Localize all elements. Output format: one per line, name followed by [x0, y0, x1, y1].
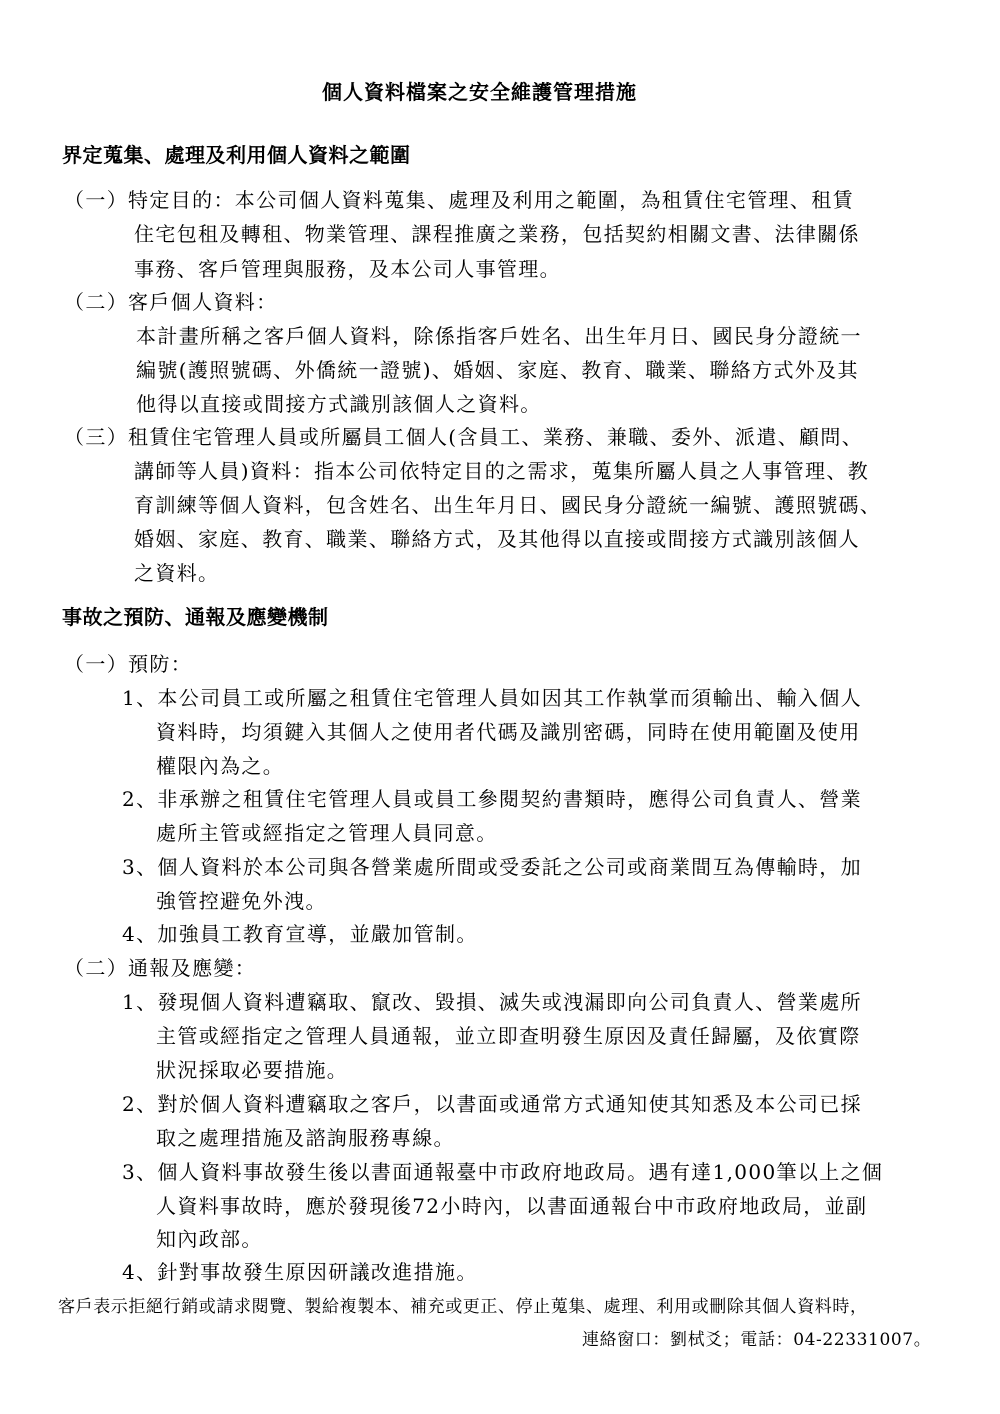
paragraph-line: 本計畫所稱之客戶個人資料，除係指客戶姓名、出生年月日、國民身分證統一 — [136, 324, 862, 348]
section-heading-incident: 事故之預防、通報及應變機制 — [62, 605, 329, 629]
footer-contact: 連絡窗口：劉栻爻；電話：04-22331007。 — [582, 1330, 932, 1350]
paragraph-line: （一）特定目的：本公司個人資料蒐集、處理及利用之範圍，為租賃住宅管理、租賃 — [64, 188, 854, 212]
paragraph-line: （三）租賃住宅管理人員或所屬員工個人(含員工、業務、兼職、委外、派遣、顧問、 — [64, 425, 864, 449]
list-item-line: 權限內為之。 — [156, 754, 285, 778]
list-item-line: 3、個人資料於本公司與各營業處所間或受委託之公司或商業間互為傳輸時，加 — [122, 855, 862, 879]
paragraph-line: 住宅包租及轉租、物業管理、課程推廣之業務，包括契約相關文書、法律關係 — [134, 222, 860, 246]
subsection-label-prevention: （一）預防： — [64, 652, 193, 676]
paragraph-line: 講師等人員)資料：指本公司依特定目的之需求，蒐集所屬人員之人事管理、教 — [134, 459, 870, 483]
paragraph-line: 編號(護照號碼、外僑統一證號)、婚姻、家庭、教育、職業、聯絡方式外及其 — [136, 358, 859, 382]
paragraph-line: 他得以直接或間接方式識別該個人之資料。 — [136, 392, 542, 416]
list-item-line: 4、針對事故發生原因研議改進措施。 — [122, 1260, 478, 1284]
list-item-line: 人資料事故時，應於發現後72小時內，以書面通報台中市政府地政局，並副 — [156, 1194, 868, 1218]
list-item-line: 強管控避免外洩。 — [156, 889, 327, 913]
paragraph-line: 之資料。 — [134, 561, 220, 585]
list-item-line: 資料時，均須鍵入其個人之使用者代碼及識別密碼，同時在使用範圍及使用 — [156, 720, 861, 744]
list-item-line: 2、對於個人資料遭竊取之客戶，以書面或通常方式通知使其知悉及本公司已採 — [122, 1092, 862, 1116]
paragraph-line: （二）客戶個人資料： — [64, 290, 278, 314]
paragraph-line: 婚姻、家庭、教育、職業、聯絡方式，及其他得以直接或間接方式識別該個人 — [134, 527, 860, 551]
list-item-line: 主管或經指定之管理人員通報，並立即查明發生原因及責任歸屬，及依實際 — [156, 1024, 861, 1048]
list-item-line: 狀況採取必要措施。 — [156, 1058, 349, 1082]
list-item-line: 1、發現個人資料遭竊取、竄改、毀損、滅失或洩漏即向公司負責人、營業處所 — [122, 990, 862, 1014]
list-item-line: 4、加強員工教育宣導，並嚴加管制。 — [122, 922, 478, 946]
list-item-line: 知內政部。 — [156, 1227, 263, 1251]
list-item-line: 處所主管或經指定之管理人員同意。 — [156, 821, 498, 845]
footer-notice: 客戶表示拒絕行銷或請求閱覽、製給複製本、補充或更正、停止蒐集、處理、利用或刪除其個人資料時， — [58, 1297, 868, 1317]
paragraph-line: 事務、客戶管理與服務，及本公司人事管理。 — [134, 257, 561, 281]
subsection-label-response: （二）通報及應變： — [64, 956, 257, 980]
document-title: 個人資料檔案之安全維護管理措施 — [322, 80, 637, 104]
list-item-line: 1、本公司員工或所屬之租賃住宅管理人員如因其工作執掌而須輸出、輸入個人 — [122, 686, 862, 710]
list-item-line: 2、非承辦之租賃住宅管理人員或員工參閱契約書類時，應得公司負責人、營業 — [122, 787, 862, 811]
section-heading-scope: 界定蒐集、處理及利用個人資料之範圍 — [62, 143, 411, 167]
list-item-line: 取之處理措施及諮詢服務專線。 — [156, 1126, 455, 1150]
paragraph-line: 育訓練等個人資料，包含姓名、出生年月日、國民身分證統一編號、護照號碼、 — [134, 493, 882, 517]
list-item-line: 3、個人資料事故發生後以書面通報臺中市政府地政局。遇有達1,000筆以上之個 — [122, 1160, 884, 1184]
